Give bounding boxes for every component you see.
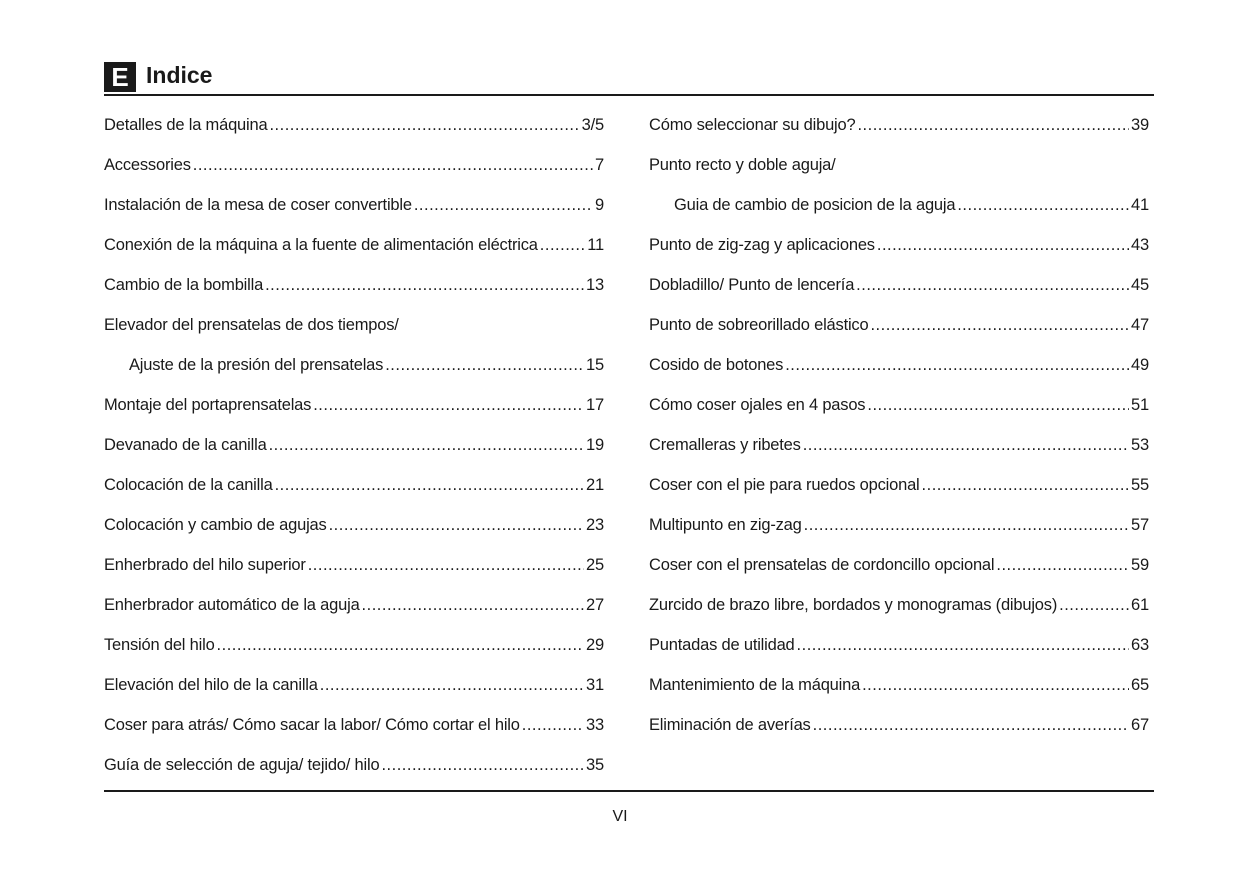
toc-entry <box>104 185 604 225</box>
toc-entry-page: 19 <box>586 435 604 454</box>
toc-entry <box>649 425 1149 465</box>
toc-entry-page: 23 <box>586 515 604 534</box>
toc-entry <box>649 265 1149 305</box>
toc-entry-label: Guia de cambio de posicion de la aguja <box>674 195 956 214</box>
toc-entry-page: 57 <box>1131 515 1149 534</box>
toc-entry-label: Instalación de la mesa de coser convertible <box>104 195 412 214</box>
toc-entry-page: 63 <box>1131 635 1149 654</box>
toc-leader-dots <box>803 436 1129 455</box>
toc-leader-dots <box>922 476 1130 495</box>
toc-leader-dots <box>540 236 585 255</box>
toc-entry-heading <box>104 305 604 345</box>
toc-leader-dots <box>797 636 1130 655</box>
toc-entry-page: 3/5 <box>581 115 604 134</box>
toc-entry-page: 15 <box>586 355 604 374</box>
toc-entry-label: Guía de selección de aguja/ tejido/ hilo <box>104 755 380 774</box>
toc-entry-page: 13 <box>586 275 604 294</box>
toc-right-column <box>649 105 1149 745</box>
toc-entry <box>104 505 604 545</box>
toc-entry-page: 41 <box>1131 195 1149 214</box>
toc-leader-dots <box>313 396 584 415</box>
toc-entry-page: 47 <box>1131 315 1149 334</box>
toc-leader-dots <box>957 196 1129 215</box>
toc-entry-page: 31 <box>586 675 604 694</box>
toc-entry-label: Accessories <box>104 155 191 174</box>
toc-entry-label: Mantenimiento de la máquina <box>649 675 861 694</box>
toc-entry-label: Eliminación de averías <box>649 715 811 734</box>
toc-entry <box>649 385 1149 425</box>
toc-entry <box>104 585 604 625</box>
toc-entry-label: Detalles de la máquina <box>104 115 268 134</box>
toc-entry-label: Montaje del portaprensatelas <box>104 395 312 414</box>
toc-entry-page: 33 <box>586 715 604 734</box>
toc-entry <box>649 465 1149 505</box>
toc-entry <box>104 425 604 465</box>
toc-entry-label: Enherbrado del hilo superior <box>104 555 306 574</box>
toc-leader-dots <box>862 676 1129 695</box>
toc-entry <box>104 625 604 665</box>
toc-entry-page: 61 <box>1131 595 1149 614</box>
toc-leader-dots <box>522 716 584 735</box>
toc-leader-dots <box>329 516 584 535</box>
toc-leader-dots <box>269 116 579 135</box>
toc-leader-dots <box>414 196 593 215</box>
language-badge: E <box>104 62 136 92</box>
toc-entry <box>104 465 604 505</box>
footer-divider <box>104 790 1154 792</box>
toc-leader-dots <box>265 276 584 295</box>
toc-entry <box>104 105 604 145</box>
toc-entry-label: Cómo coser ojales en 4 pasos <box>649 395 866 414</box>
toc-entry-page: 39 <box>1131 115 1149 134</box>
toc-entry <box>649 665 1149 705</box>
toc-entry-label: Enherbrador automático de la aguja <box>104 595 360 614</box>
toc-entry-page: 51 <box>1131 395 1149 414</box>
toc-entry-label: Devanado de la canilla <box>104 435 267 454</box>
toc-entry <box>649 545 1149 585</box>
toc-entry-page: 67 <box>1131 715 1149 734</box>
page-title: Indice <box>146 62 213 88</box>
toc-leader-dots <box>385 356 584 375</box>
toc-entry-label: Coser para atrás/ Cómo sacar la labor/ Cómo cortar el hilo <box>104 715 520 734</box>
toc-entry-page: 49 <box>1131 355 1149 374</box>
toc-entry <box>649 505 1149 545</box>
toc-entry <box>649 705 1149 745</box>
toc-entry-page: 29 <box>586 635 604 654</box>
toc-leader-dots <box>1059 596 1129 615</box>
toc-entry-page: 17 <box>586 395 604 414</box>
toc-entry-page: 45 <box>1131 275 1149 294</box>
toc-entry-label: Dobladillo/ Punto de lencería <box>649 275 855 294</box>
toc-entry-label: Punto de zig-zag y aplicaciones <box>649 235 875 254</box>
toc-entry <box>104 745 604 785</box>
toc-entry-label: Coser con el pie para ruedos opcional <box>649 475 920 494</box>
toc-entry-page: 35 <box>586 755 604 774</box>
toc-leader-dots <box>856 276 1129 295</box>
toc-entry-label: Tensión del hilo <box>104 635 215 654</box>
toc-leader-dots <box>193 156 593 175</box>
toc-entry-label: Cosido de botones <box>649 355 784 374</box>
toc-leader-dots <box>362 596 585 615</box>
toc-entry-label: Conexión de la máquina a la fuente de alimentación eléctrica <box>104 235 538 254</box>
toc-entry <box>649 625 1149 665</box>
toc-entry <box>649 225 1149 265</box>
toc-leader-dots <box>804 516 1129 535</box>
toc-entry-label: Punto recto y doble aguja/ <box>649 155 836 174</box>
toc-entry-page: 27 <box>586 595 604 614</box>
toc-leader-dots <box>320 676 584 695</box>
page-header <box>104 60 1154 96</box>
toc-entry-label: Cremalleras y ribetes <box>649 435 801 454</box>
toc-entry <box>104 705 604 745</box>
toc-entry <box>104 385 604 425</box>
toc-entry <box>104 345 604 385</box>
toc-leader-dots <box>857 116 1129 135</box>
toc-leader-dots <box>870 316 1129 335</box>
toc-entry-label: Ajuste de la presión del prensatelas <box>129 355 384 374</box>
toc-entry-label: Cómo seleccionar su dibujo? <box>649 115 856 134</box>
toc-left-column <box>104 105 604 785</box>
page-number: VI <box>612 808 628 825</box>
toc-entry-page: 9 <box>595 195 604 214</box>
toc-entry-label: Cambio de la bombilla <box>104 275 264 294</box>
toc-entry-label: Punto de sobreorillado elástico <box>649 315 869 334</box>
toc-leader-dots <box>275 476 584 495</box>
toc-entry-label: Colocación de la canilla <box>104 475 273 494</box>
toc-entry <box>104 145 604 185</box>
toc-entry-heading <box>649 145 1149 185</box>
toc-entry-label: Multipunto en zig-zag <box>649 515 802 534</box>
toc-entry-page: 65 <box>1131 675 1149 694</box>
toc-leader-dots <box>308 556 584 575</box>
toc-entry-label: Coser con el prensatelas de cordoncillo opcional <box>649 555 995 574</box>
toc-entry <box>649 585 1149 625</box>
toc-entry <box>104 265 604 305</box>
toc-entry-page: 21 <box>586 475 604 494</box>
toc-entry-page: 53 <box>1131 435 1149 454</box>
toc-entry-page: 55 <box>1131 475 1149 494</box>
toc-leader-dots <box>813 716 1129 735</box>
toc-entry <box>104 545 604 585</box>
toc-leader-dots <box>867 396 1129 415</box>
toc-leader-dots <box>785 356 1129 375</box>
toc-entry <box>104 665 604 705</box>
toc-entry <box>649 105 1149 145</box>
toc-entry-page: 59 <box>1131 555 1149 574</box>
toc-entry <box>649 185 1149 225</box>
toc-entry-page: 7 <box>595 155 604 174</box>
toc-leader-dots <box>217 636 585 655</box>
toc-entry <box>649 345 1149 385</box>
toc-entry <box>649 305 1149 345</box>
toc-entry-page: 43 <box>1131 235 1149 254</box>
toc-entry-label: Elevador del prensatelas de dos tiempos/ <box>104 315 399 334</box>
toc-entry-label: Puntadas de utilidad <box>649 635 795 654</box>
toc-leader-dots <box>877 236 1129 255</box>
toc-entry-label: Colocación y cambio de agujas <box>104 515 327 534</box>
toc-entry-page: 25 <box>586 555 604 574</box>
toc-entry <box>104 225 604 265</box>
toc-entry-label: Elevación del hilo de la canilla <box>104 675 318 694</box>
toc-leader-dots <box>381 756 584 775</box>
toc-leader-dots <box>996 556 1129 575</box>
toc-leader-dots <box>269 436 584 455</box>
toc-entry-page: 11 <box>587 235 604 254</box>
toc-entry-label: Zurcido de brazo libre, bordados y monogramas (dibujos) <box>649 595 1058 614</box>
